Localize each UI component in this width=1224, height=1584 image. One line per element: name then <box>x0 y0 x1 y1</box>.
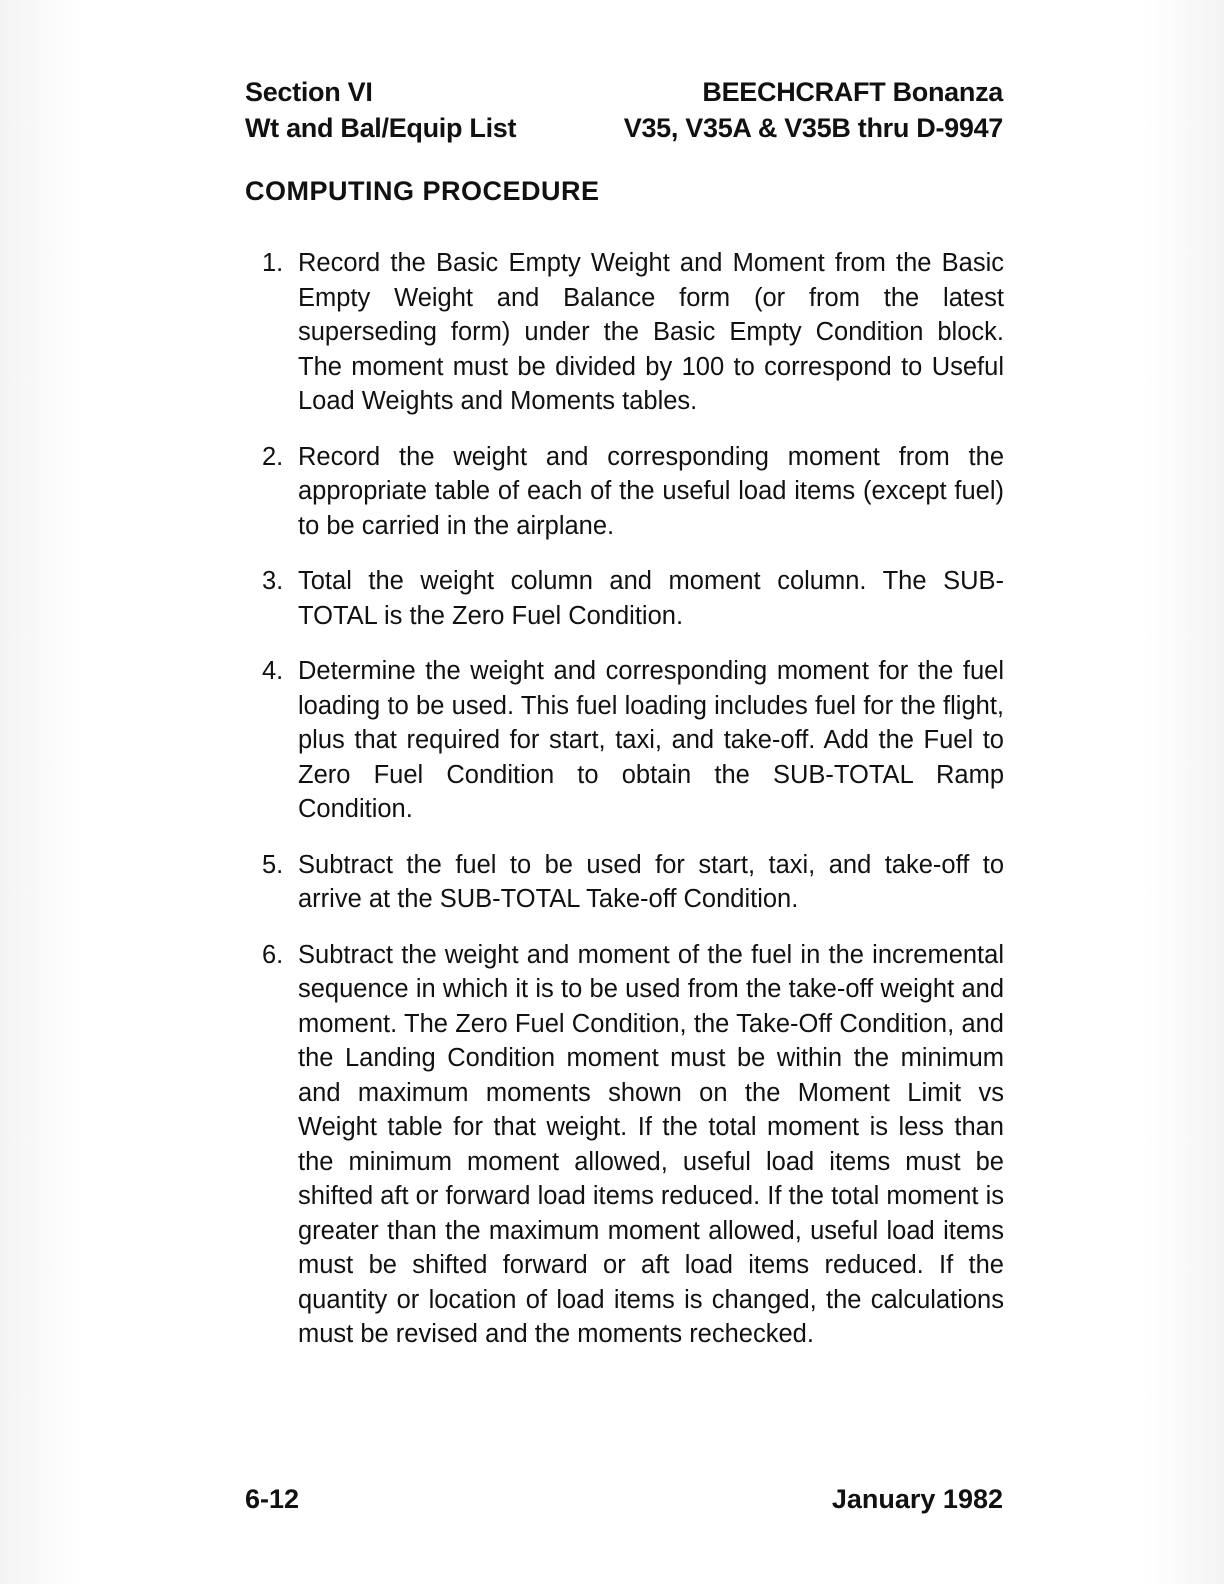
step-number: 3. <box>262 567 284 595</box>
header-row-2 <box>245 110 1003 146</box>
step-text: Record the weight and corresponding moment from the appropriate table of each of the useful load items (except fuel) to be carried in the airplane. <box>298 442 1004 540</box>
step-number: 6. <box>262 940 284 969</box>
header-aircraft: BEECHCRAFT Bonanza <box>702 77 1003 107</box>
header-row-1 <box>245 74 1003 110</box>
revision-date: January 1982 <box>831 1484 1003 1514</box>
header-section: Section VI <box>245 77 373 107</box>
step-text: Subtract the fuel to be used for start, taxi, and take-off to arrive at the SUB-TOTAL Take-off Condition. <box>298 850 1004 913</box>
page-footer <box>245 1484 1003 1515</box>
step-text: Total the weight column and moment column. The SUB-TOTAL is the Zero Fuel Condition. <box>298 567 1004 630</box>
scan-margin-left <box>0 0 82 1584</box>
step-number: 1. <box>262 249 284 277</box>
page-header <box>245 74 1003 146</box>
step-number: 2. <box>262 442 284 471</box>
procedure-step-5 <box>262 848 1004 917</box>
procedure-step-1 <box>262 246 1004 419</box>
header-subsection: Wt and Bal/Equip List <box>245 113 517 143</box>
section-title: COMPUTING PROCEDURE <box>245 176 600 206</box>
procedure-step-4 <box>262 654 1004 827</box>
step-text: Record the Basic Empty Weight and Moment from the Basic Empty Weight and Balance form (or from the latest superseding form) under the Basic Empty Condition block. The moment must be divided by 100 to correspond to Useful Load Weights and Moments tables. <box>298 249 1004 415</box>
step-text: Subtract the weight and moment of the fuel in the incremental sequence in which it is to be used from the take-off weight and moment. The Zero Fuel Condition, the Take-Off Condition, and the Landing Condition moment must be within the minimum and maximum moments shown on the Moment Limit vs Weight table for that weight. If the total moment is less than the minimum moment allowed, useful load items must be shifted aft or forward load items reduced. If the total moment is greater than the maximum moment allowed, useful load items must be shifted forward or aft load items reduced. If the quantity or location of load items is changed, the calculations must be revised and the moments rechecked. <box>298 940 1004 1348</box>
step-text: Determine the weight and corresponding moment for the fuel loading to be used. This fuel loading includes fuel for the flight, plus that required for start, taxi, and take-off. Add the Fuel to Zero Fuel Condition to obtain the SUB-TOTAL Ramp Condition. <box>298 657 1004 823</box>
header-models: V35, V35A & V35B thru D-9947 <box>623 113 1003 143</box>
procedure-step-2 <box>262 440 1004 544</box>
procedure-steps <box>262 246 1004 1373</box>
procedure-step-6 <box>262 938 1004 1352</box>
step-number: 4. <box>262 657 284 685</box>
procedure-step-3 <box>262 564 1004 633</box>
step-number: 5. <box>262 850 284 879</box>
scan-margin-right <box>1144 0 1224 1584</box>
page-number: 6-12 <box>245 1484 300 1514</box>
